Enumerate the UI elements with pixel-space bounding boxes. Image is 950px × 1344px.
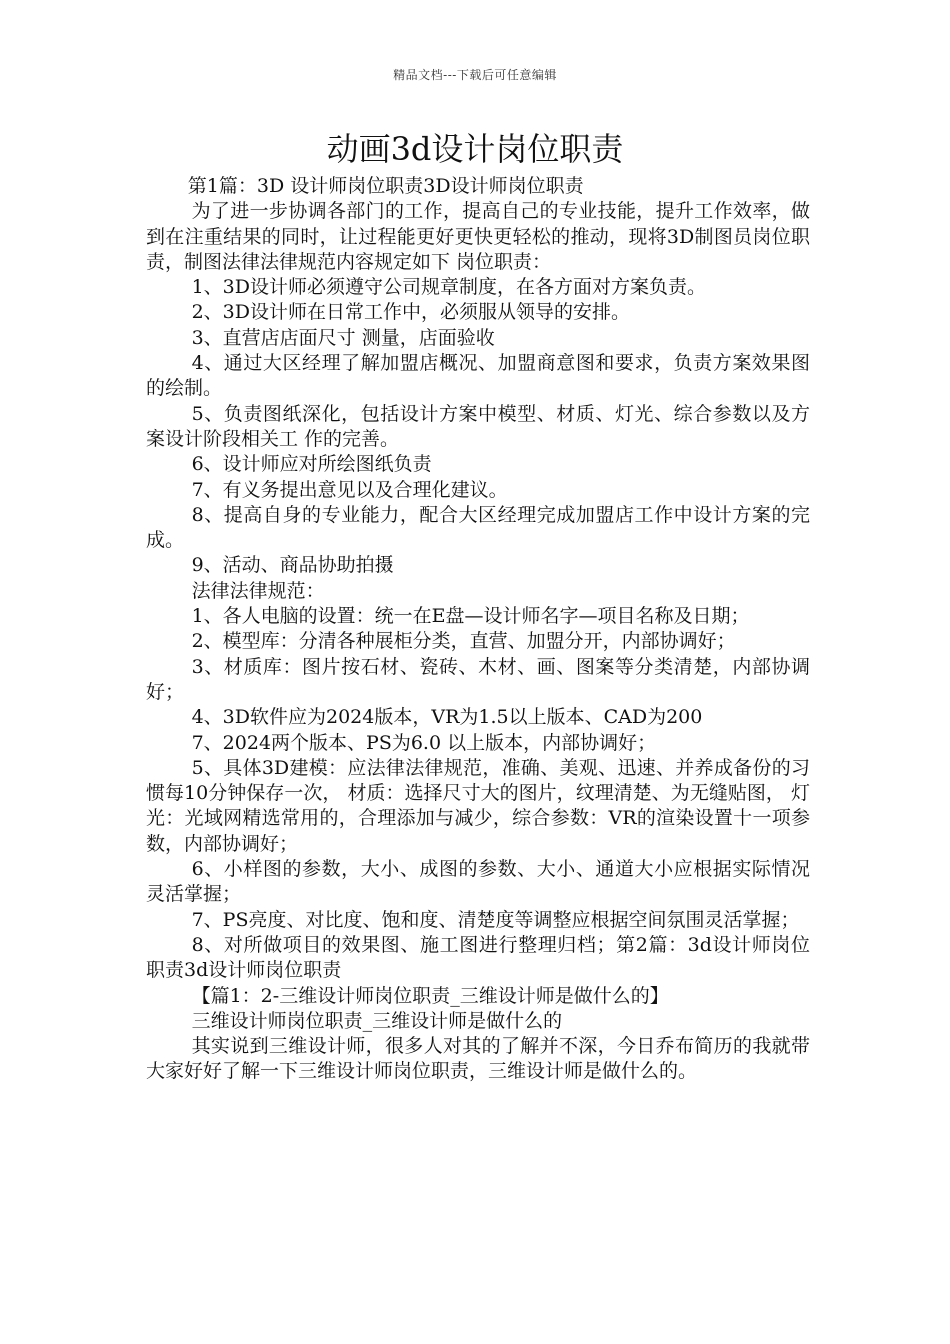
paragraph: 其实说到三维设计师，很多人对其的了解并不深，今日乔布简历的我就带大家好好了解一下三维设计师岗位职责，三维设计师是做什么的。 bbox=[146, 1035, 810, 1083]
document-body bbox=[146, 174, 810, 1085]
paragraph: 为了进一步协调各部门的工作，提高自己的专业技能，提升工作效率，做到在注重结果的同时，让过程能更好更快更轻松的推动，现将3D制图员岗位职责，制图法律法律规范内容规定如下 岗位职责： bbox=[146, 200, 810, 273]
paragraph: 3、材质库：图片按石材、瓷砖、木材、画、图案等分类清楚，内部协调好； bbox=[146, 655, 810, 703]
paragraph: 3、直营店店面尺寸 测量，店面验收 bbox=[191, 326, 495, 349]
paragraph: 5、负责图纸深化，包括设计方案中模型、材质、灯光、综合参数以及方案设计阶段相关工 作的完善。 bbox=[146, 402, 810, 450]
paragraph: 8、对所做项目的效果图、施工图进行整理归档；第2篇：3d设计师岗位职责3d设计师岗位职责 bbox=[146, 933, 810, 982]
paragraph: 7、有义务提出意见以及合理化建议。 bbox=[191, 478, 508, 501]
paragraph: 6、小样图的参数，大小、成图的参数、大小、通道大小应根据实际情况灵活掌握； bbox=[146, 858, 810, 906]
paragraph: 5、具体3D建模：应法律法律规范，准确、美观、迅速、并养成备份的习惯每10分钟保存一次， 材质：选择尺寸大的图片，纹理清楚、为无缝贴图， 灯光：光域网精选常用的，合理添加与减少，综合参数：VR的渲染设置十一项参数，内部协调好； bbox=[146, 756, 810, 855]
paragraph: 1、3D设计师必须遵守公司规章制度，在各方面对方案负责。 bbox=[191, 276, 707, 299]
paragraph: 【篇1：2-三维设计师岗位职责_三维设计师是做什么的】 bbox=[191, 984, 669, 1007]
paragraph: 三维设计师岗位职责_三维设计师是做什么的 bbox=[191, 1009, 563, 1032]
paragraph: 7、2024两个版本、PS为6.0 以上版本，内部协调好； bbox=[191, 731, 657, 754]
paragraph: 第1篇：3D 设计师岗位职责3D设计师岗位职责 bbox=[187, 175, 584, 197]
page-header: 精品文档---下载后可任意编辑 bbox=[393, 68, 557, 82]
paragraph: 6、设计师应对所绘图纸负责 bbox=[191, 453, 432, 476]
paragraph: 7、PS亮度、对比度、饱和度、清楚度等调整应根据空间氛围灵活掌握； bbox=[191, 908, 800, 931]
paragraph: 2、模型库：分清各种展柜分类，直营、加盟分开，内部协调好； bbox=[191, 630, 736, 653]
paragraph: 4、3D软件应为2024版本，VR为1.5以上版本、CAD为200 bbox=[191, 706, 703, 729]
paragraph: 法律法律规范： bbox=[191, 579, 325, 602]
paragraph: 2、3D设计师在日常工作中，必须服从领导的安排。 bbox=[191, 301, 631, 324]
document-title: 动画3d设计岗位职责 bbox=[326, 130, 624, 168]
paragraph: 8、提高自身的专业能力，配合大区经理完成加盟店工作中设计方案的完成。 bbox=[146, 503, 810, 552]
paragraph: 9、活动、商品协助拍摄 bbox=[191, 554, 394, 577]
paragraph: 1、各人电脑的设置：统一在E盘—设计师名字—项目名称及日期； bbox=[191, 605, 750, 628]
paragraph: 4、通过大区经理了解加盟店概况、加盟商意图和要求，负责方案效果图的绘制。 bbox=[146, 352, 810, 400]
